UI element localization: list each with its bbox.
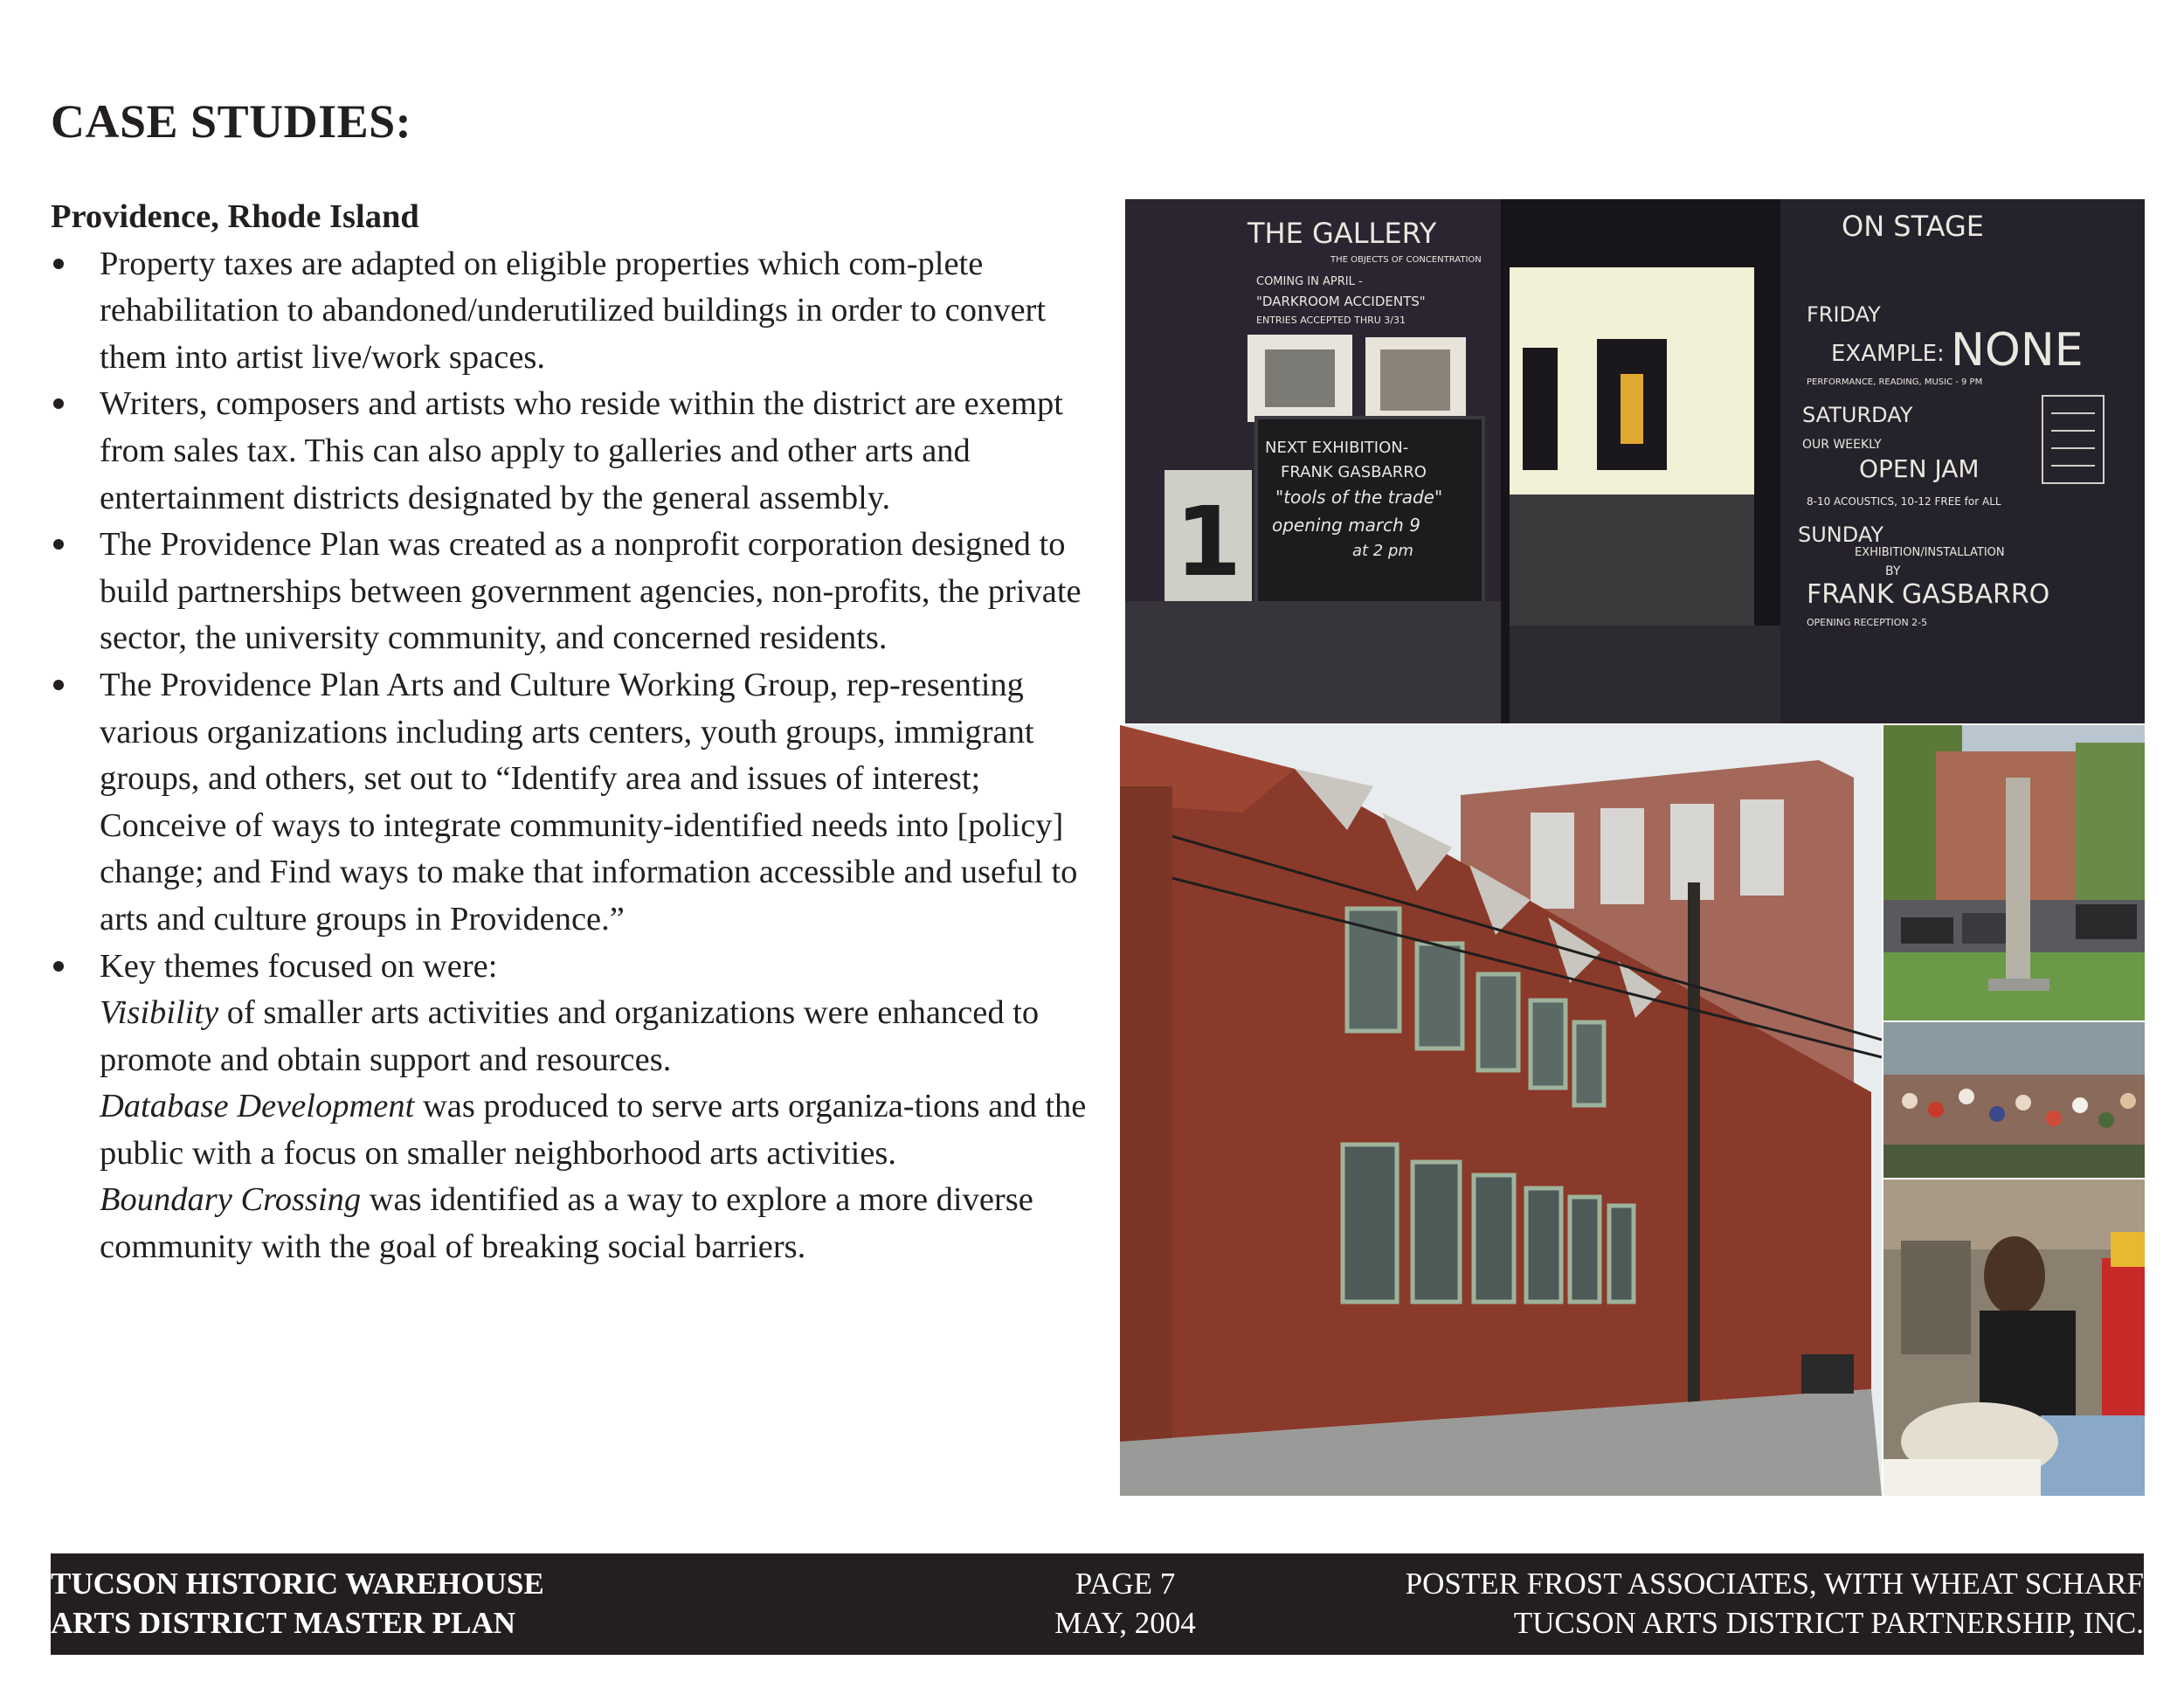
stage-note: 8-10 ACOUSTICS, 10-12 FREE for ALL <box>1807 495 2001 508</box>
gallery-note: "DARKROOM ACCIDENTS" <box>1256 294 1426 309</box>
next-exhibition: at 2 pm <box>1352 542 1413 560</box>
crowd-event-photo <box>1883 1022 2145 1178</box>
bullet-text: Property taxes are adapted on eligible properties which com-plete rehabilitation to abandoned/underutilized buildings in order to convert them into artist live/work spaces. <box>100 245 1047 376</box>
crowd-event-image <box>1883 1022 2145 1178</box>
footer-right-line: POSTER FROST ASSOCIATES, WITH WHEAT SCHARF <box>1405 1567 2144 1601</box>
stage-heading: ON STAGE <box>1842 210 1985 243</box>
gallery-chalkboard-image <box>1125 199 2145 723</box>
footer-credits <box>1406 1564 2144 1643</box>
bullet-icon <box>53 398 64 409</box>
theme-term: Database Development <box>100 1088 415 1125</box>
next-exhibition: FRANK GASBARRO <box>1281 463 1427 481</box>
footer-left-line: ARTS DISTRICT MASTER PLAN <box>51 1606 515 1640</box>
stage-note: EXAMPLE: <box>1831 341 1945 367</box>
gallery-chalkboard-photo <box>1125 199 2145 723</box>
page-date: MAY, 2004 <box>1054 1606 1196 1640</box>
case-study-bullets <box>51 241 1099 1271</box>
footer-left-line: TUCSON HISTORIC WAREHOUSE <box>51 1567 544 1601</box>
list-item <box>51 522 1099 662</box>
footer-project-title <box>51 1564 544 1643</box>
stage-day: SATURDAY <box>1802 403 1913 427</box>
artisan-photo <box>1883 1180 2145 1496</box>
theme-boundary <box>100 1177 1099 1270</box>
street-sculpture-photo <box>1883 725 2145 1020</box>
page-title: CASE STUDIES: <box>51 95 412 148</box>
list-item <box>51 944 1099 1271</box>
stage-note: BY <box>1885 564 1901 578</box>
footer-page-info <box>1012 1564 1239 1643</box>
theme-term: Visibility <box>100 994 219 1032</box>
theme-visibility <box>100 990 1099 1083</box>
themes-intro: Key themes focused on were: <box>100 947 498 985</box>
bullet-text: The Providence Plan Arts and Culture Working Group, rep-resenting various organizations including arts centers, youth groups, immigrant groups, and others, set out to “Identify area and issues of interest; Conceive of ways to integrate community-identified needs into [policy] change; and Find ways to make that information accessible and useful to arts and culture groups in Providence.” <box>100 666 1078 937</box>
footer-right-line: TUCSON ARTS DISTRICT PARTNERSHIP, INC. <box>1513 1606 2144 1640</box>
stage-note: OUR WEEKLY <box>1802 438 1882 452</box>
theme-text: was identified as a way to explore a more diverse community with the goal of breaking social barriers. <box>100 1181 1033 1266</box>
list-item <box>51 381 1099 522</box>
theme-term: Boundary Crossing <box>100 1181 362 1219</box>
stage-day: SUNDAY <box>1798 522 1884 547</box>
next-exhibition: NEXT EXHIBITION- <box>1265 439 1409 457</box>
brick-warehouse-photo <box>1120 725 1882 1496</box>
list-item <box>51 662 1099 944</box>
next-exhibition: opening march 9 <box>1272 515 1420 536</box>
stage-day: FRIDAY <box>1807 302 1881 327</box>
stage-note: FRANK GASBARRO <box>1807 579 2050 610</box>
stage-note: OPENING RECEPTION 2-5 <box>1807 617 1928 628</box>
gallery-note: THE OBJECTS OF CONCENTRATION <box>1330 255 1482 265</box>
theme-text: was produced to serve arts organiza-tions and the public with a focus on smaller neighborhood arts activities. <box>100 1088 1087 1172</box>
bullet-icon <box>53 539 64 550</box>
footer <box>51 1553 2144 1655</box>
street-sculpture-image <box>1883 725 2145 1020</box>
page-number: PAGE 7 <box>1075 1567 1176 1601</box>
gallery-heading: THE GALLERY <box>1248 217 1437 250</box>
theme-text: of smaller arts activities and organizations were enhanced to promote and obtain support and resources. <box>100 994 1040 1078</box>
theme-database <box>100 1083 1099 1177</box>
bullet-icon <box>53 259 64 269</box>
bullet-icon <box>53 680 64 690</box>
case-study-location: Providence, Rhode Island <box>51 198 419 235</box>
stage-note: NONE <box>1951 324 2084 377</box>
case-study-text <box>51 194 1099 1271</box>
svg-text:1: 1 <box>1174 486 1242 598</box>
list-item <box>51 241 1099 382</box>
bullet-text: The Providence Plan was created as a nonprofit corporation designed to build partnerships between government agencies, non-profits, the private sector, the university community, and concerned residents. <box>100 526 1082 657</box>
stage-note: EXHIBITION/INSTALLATION <box>1855 546 2005 559</box>
stage-note: PERFORMANCE, READING, MUSIC - 9 PM <box>1807 377 1983 387</box>
brick-warehouse-image <box>1120 725 1882 1496</box>
bullet-icon <box>53 961 64 972</box>
gallery-note: ENTRIES ACCEPTED THRU 3/31 <box>1256 315 1406 326</box>
gallery-note: COMING IN APRIL - <box>1256 275 1363 288</box>
next-exhibition: "tools of the trade" <box>1275 487 1443 508</box>
artisan-image <box>1883 1180 2145 1496</box>
stage-note: OPEN JAM <box>1859 454 1980 483</box>
bullet-text: Writers, composers and artists who reside within the district are exempt from sales tax. This can also apply to galleries and other arts and entertainment districts designated by the general assembly. <box>100 385 1063 516</box>
